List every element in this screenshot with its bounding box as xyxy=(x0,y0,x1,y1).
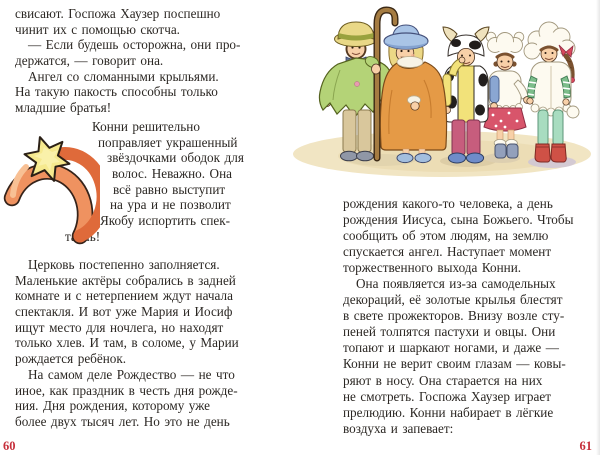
text-line: топают и шаркают ногами, и даже — xyxy=(343,340,559,356)
text-line: в свете прожекторов. Внизу возле сту- xyxy=(343,308,565,324)
text-line: свисают. Госпожа Хаузер поспешно xyxy=(15,6,221,21)
text-line: — Если будешь осторожна, они про- xyxy=(28,37,241,53)
text-line: на ура и не позволит xyxy=(110,197,231,213)
text-line: воздуха и запевает: xyxy=(343,420,454,436)
text-line: Ангел со сломанными крыльями. xyxy=(28,68,219,84)
text-line: Церковь постепенно заполняется. xyxy=(28,257,220,272)
text-line: более двух тысяч лет. Но это не день xyxy=(15,413,230,429)
star-headband-illustration xyxy=(0,130,100,255)
text-line: Конни решительно xyxy=(92,118,200,134)
text-line: такль! xyxy=(65,228,101,244)
text-line: не смотреть. Госпожа Хаузер играет xyxy=(343,388,551,404)
text-line: волос. Неважно. Она xyxy=(112,165,232,181)
text-line: рождается ребёнок. xyxy=(15,351,127,367)
text-line: Якобу испортить спек- xyxy=(100,212,231,228)
text-line: ряют в носу. Она старается на них xyxy=(343,372,543,388)
text-line: комнате и с нетерпением ждут начала xyxy=(15,288,233,304)
text-line: На такую пакость способны только xyxy=(15,84,218,100)
text-line: ищут место для ночлега, но находят xyxy=(15,319,224,335)
left-page-number: 60 xyxy=(3,439,16,453)
text-line: младшие братья! xyxy=(15,100,112,116)
child-orange-robe xyxy=(380,25,446,163)
page-edge-shading xyxy=(596,0,600,455)
text-line: рождения какого-то человека, а день xyxy=(343,196,553,211)
text-line: рождения Иисуса, сына Божьего. Чтобы xyxy=(343,212,574,228)
text-line: Она появляется из-за самодельных xyxy=(356,276,556,292)
left-page-text-block-b xyxy=(15,257,300,430)
text-line: декораций, её золотые крылья блестят xyxy=(343,292,563,308)
children-costumes-illustration xyxy=(290,0,600,185)
text-line: всё равно выступит xyxy=(113,181,226,197)
right-page-text-block xyxy=(343,196,578,437)
text-line: ния. Дня рождения, которому уже xyxy=(15,398,211,414)
text-line: пеней толпятся пастухи и овцы. Они xyxy=(343,324,556,340)
text-line: Конни не верит своим глазам — ковы- xyxy=(343,356,566,372)
text-line: звёздочками ободок для xyxy=(107,150,244,166)
text-line: чинит их с помощью скотча. xyxy=(15,21,180,37)
text-line: только хлев. И там, в соломе, у Марии xyxy=(15,335,239,351)
text-line: иное, как праздник в честь дня рожде- xyxy=(15,382,238,398)
hand-on-staff xyxy=(372,64,381,74)
text-line: держатся, — говорит она. xyxy=(15,53,164,69)
text-line: торжественного выхода Конни. xyxy=(343,260,522,276)
text-line: поправляет украшенный xyxy=(98,134,238,150)
text-line: спектакля. И вот уже Мария и Иосиф xyxy=(15,304,233,320)
text-line: прелюдию. Конни набирает в лёгкие xyxy=(343,404,554,420)
text-line: На самом деле Рождество — не что xyxy=(28,366,235,382)
text-line: спускается ангел. Наступает момент xyxy=(343,244,552,260)
right-page-number: 61 xyxy=(579,439,592,453)
text-line: Маленькие актёры собрались в задней xyxy=(15,272,236,288)
text-line: сообщить об этом людям, на землю xyxy=(343,228,549,244)
